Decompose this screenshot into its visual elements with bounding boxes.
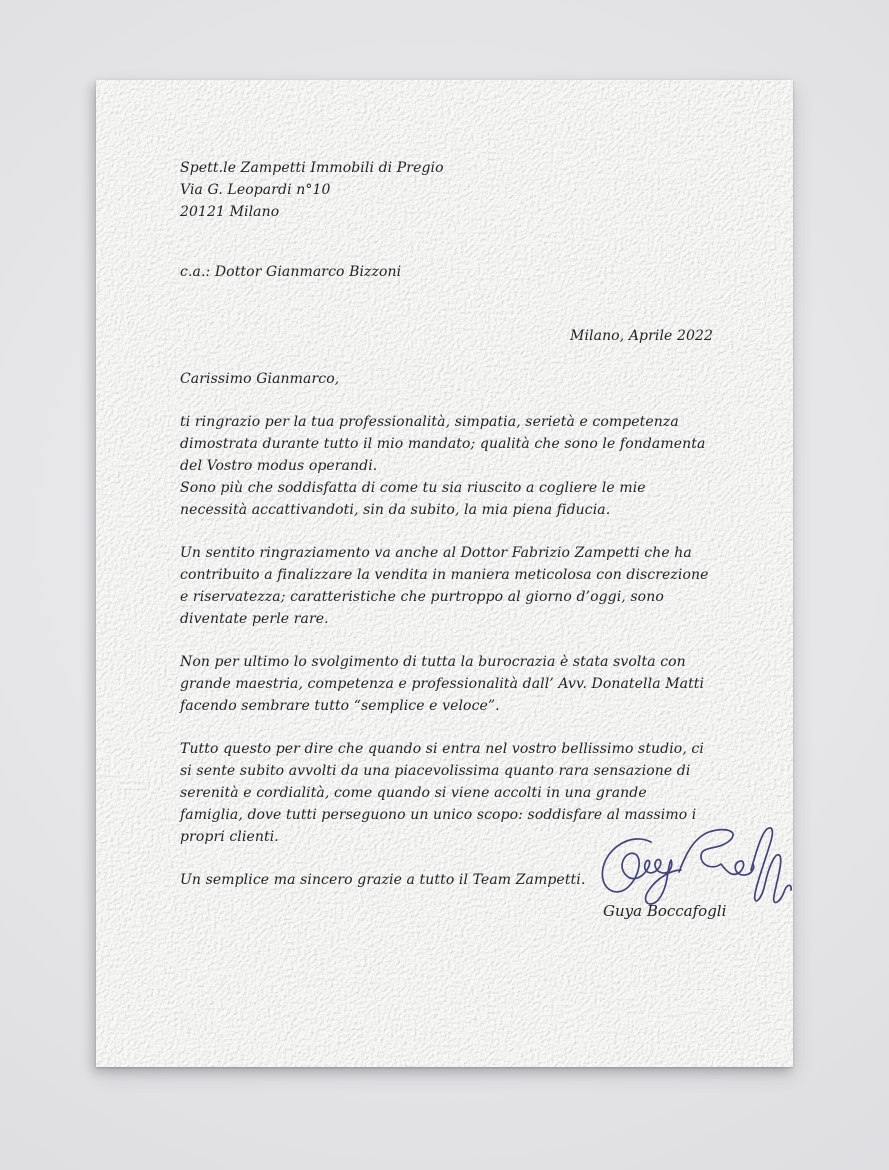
paragraph-line: Un semplice ma sincero grazie a tutto il Team Zampetti. bbox=[180, 872, 586, 888]
signature-name: Guya Boccafogli bbox=[603, 902, 727, 920]
letter-paper-sheet bbox=[96, 80, 793, 1067]
recipient-city: 20121 Milano bbox=[180, 204, 280, 220]
paragraph-line: ti ringrazio per la tua professionalità, simpatia, serietà e competenza dimostrata durante tutto il mio mandato; qualità che sono le fondamenta del Vostro modus operandi. bbox=[180, 414, 706, 474]
paragraph-line: Tutto questo per dire che quando si entra nel vostro bellissimo studio, ci si sente subito avvolti da una piacevolissima quanto rara sensazione di serenità e cordialità, come quando si viene accolti in una grande famiglia, dove tutti perseguono un unico scopo: soddisfare al massimo i propri clienti. bbox=[180, 741, 704, 845]
salutation: Carissimo Gianmarco, bbox=[180, 371, 340, 387]
paragraph-donatella bbox=[180, 651, 713, 717]
attention-line: c.a.: Dottor Gianmarco Bizzoni bbox=[180, 264, 402, 280]
signature-block bbox=[593, 820, 798, 935]
recipient-company: Spett.le Zampetti Immobili di Pregio bbox=[180, 160, 444, 176]
paragraph-line: Non per ultimo lo svolgimento di tutta la burocrazia è stata svolta con grande maestria, competenza e professionalità dall’ Avv. Donatella Matti facendo sembrare tutto “semplice e veloce”. bbox=[180, 654, 705, 714]
date-line: Milano, Aprile 2022 bbox=[570, 328, 713, 344]
paragraph-line: Sono più che soddisfatta di come tu sia riuscito a cogliere le mie necessità accattivandoti, sin da subito, la mia piena fiducia. bbox=[180, 480, 646, 518]
paragraph-line: Un sentito ringraziamento va anche al Dottor Fabrizio Zampetti che ha contribuito a finalizzare la vendita in maniera meticolosa con discrezione e riservatezza; caratteristiche che purtroppo al giorno d’oggi, sono diventate perle rare. bbox=[180, 545, 709, 627]
recipient-block bbox=[180, 157, 713, 223]
recipient-street: Via G. Leopardi n°10 bbox=[180, 182, 331, 198]
letter-content bbox=[180, 157, 713, 891]
paragraph-fabrizio bbox=[180, 542, 713, 630]
paragraph-thanks bbox=[180, 411, 713, 521]
